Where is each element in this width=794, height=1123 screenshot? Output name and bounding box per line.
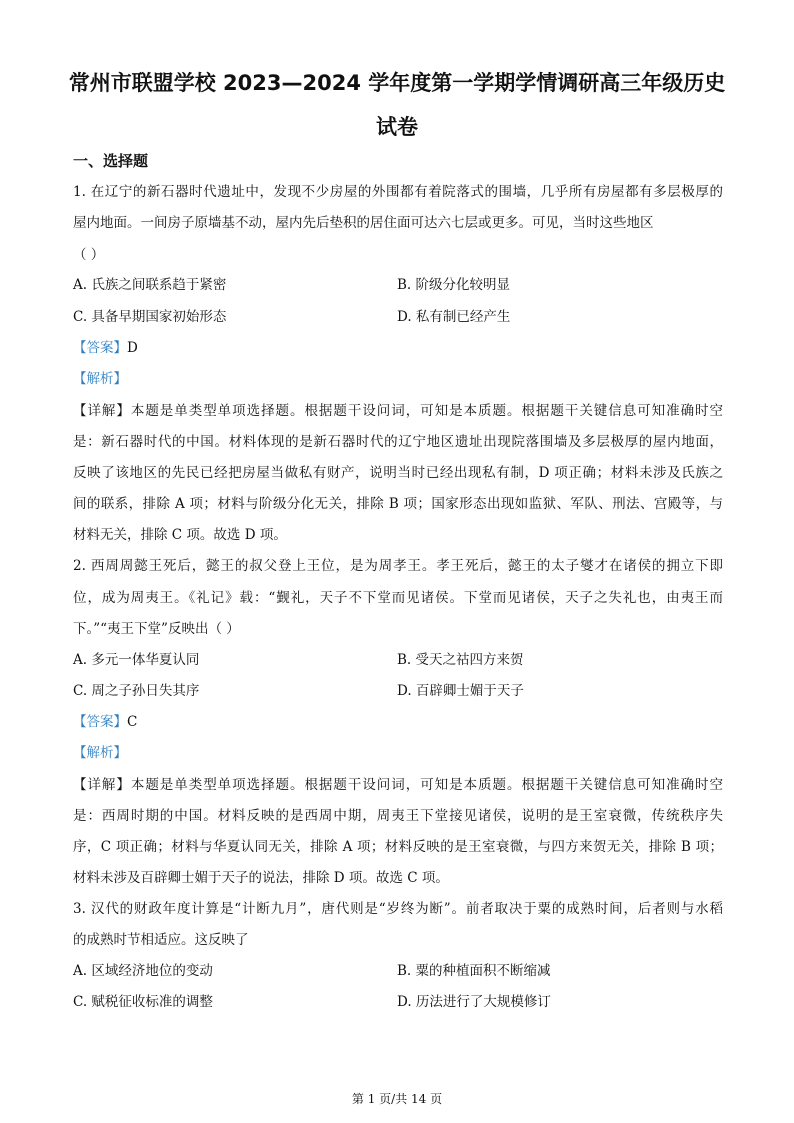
q1-answer-value: D: [127, 340, 138, 356]
q2-option-d: D. 百辟卿士媚于天子: [397, 683, 524, 699]
q2-stem-line-3: 下。”“夷王下堂”反映出（ ）: [73, 621, 240, 637]
detail-tag: 【详解】: [73, 777, 131, 793]
q3-option-c: C. 赋税征收标准的调整: [73, 994, 213, 1010]
section-heading: 一、选择题: [73, 152, 149, 170]
detail-tag: 【详解】: [73, 403, 131, 419]
q1-answer: [73, 339, 723, 357]
answer-tag: 【答案】: [73, 340, 127, 356]
q1-stem-line-2: 屋内地面。一间房子原墙基不动，屋内先后垫积的居住面可达六七层或更多。可见，当时这些地区: [73, 215, 654, 231]
q1-detail-line-4: 间的联系，排除 A 项；材料与阶级分化无关，排除 B 项；国家形态出现如监狱、军队、刑法、宫殿等，与: [73, 496, 723, 512]
q1-option-c: C. 具备早期国家初始形态: [73, 309, 227, 325]
q1-option-d: D. 私有制已经产生: [397, 309, 511, 325]
q1-stem-line-1: 1. 在辽宁的新石器时代遗址中，发现不少房屋的外围都有着院落式的围墙，几乎所有房屋都有多层极厚的: [73, 184, 723, 200]
q2-detail-line-2: 是：西周时期的中国。材料反映的是西周中期，周夷王下堂接见诸侯，说明的是王室衰微，传统秩序失: [73, 808, 723, 824]
q1-detail-line-3: 反映了该地区的先民已经把房屋当做私有财产，说明当时已经出现私有制，D 项正确；材料未涉及氏族之: [73, 465, 723, 481]
q3-option-b: B. 粟的种植面积不断缩减: [397, 963, 551, 979]
q2-detail-line-4: 材料未涉及百辟卿士媚于天子的说法，排除 D 项。故选 C 项。: [73, 870, 449, 886]
q2-detail-line-3: 序，C 项正确；材料与华夏认同无关，排除 A 项；材料反映的是王室衰微，与四方来贺无关，排除 B 项；: [73, 839, 723, 855]
document-title-line-2: 试卷: [376, 115, 418, 139]
q2-analysis-tag: 【解析】: [73, 745, 127, 761]
page-footer: 第 1 页/共 14 页: [351, 1092, 443, 1106]
q2-option-b: B. 受天之祜四方来贺: [397, 652, 524, 668]
q3-stem-line-1: 3. 汉代的财政年度计算是“计断九月”，唐代则是“岁终为断”。前者取决于粟的成熟时间，后者则与水稻: [73, 901, 723, 917]
q1-option-a: A. 氏族之间联系趋于紧密: [73, 277, 227, 293]
q1-stem-line-3: （ ）: [73, 247, 105, 263]
q1-detail-first: 本题是单类型单项选择题。根据题干设问词，可知是本质题。根据题干关键信息可知准确时空: [130, 403, 723, 419]
q2-stem-line-1: 2. 西周周懿王死后，懿王的叔父登上王位，是为周孝王。孝王死后，懿王的太子燮才在诸侯的拥立下即: [73, 558, 723, 574]
q3-option-d: D. 历法进行了大规模修订: [397, 994, 551, 1010]
q2-stem-line-2: 位，成为周夷王。《礼记》载：“觐礼，天子不下堂而见诸侯。下堂而见诸侯，天子之失礼也，由夷王而: [73, 590, 723, 606]
q1-detail-line-5: 材料无关，排除 C 项。故选 D 项。: [73, 527, 287, 543]
q3-option-a: A. 区域经济地位的变动: [73, 963, 213, 979]
answer-tag: 【答案】: [73, 714, 127, 730]
q2-option-c: C. 周之子孙日失其序: [73, 683, 200, 699]
q2-detail-first: 本题是单类型单项选择题。根据题干设问词，可知是本质题。根据题干关键信息可知准确时空: [130, 777, 723, 793]
q2-answer: [73, 713, 723, 731]
q2-option-a: A. 多元一体华夏认同: [73, 652, 200, 668]
q1-analysis-tag: 【解析】: [73, 371, 127, 387]
document-title-line-1: 常州市联盟学校 2023—2024 学年度第一学期学情调研高三年级历史: [68, 71, 726, 95]
q2-detail-line-1: [73, 776, 723, 794]
q1-detail-line-1: [73, 402, 723, 420]
q2-answer-value: C: [127, 714, 138, 730]
q1-detail-line-2: 是：新石器时代的中国。材料体现的是新石器时代的辽宁地区遗址出现院落围墙及多层极厚的屋内地面，: [73, 434, 723, 450]
q1-option-b: B. 阶级分化较明显: [397, 277, 511, 293]
q3-stem-line-2: 的成熟时节相适应。这反映了: [73, 932, 249, 948]
